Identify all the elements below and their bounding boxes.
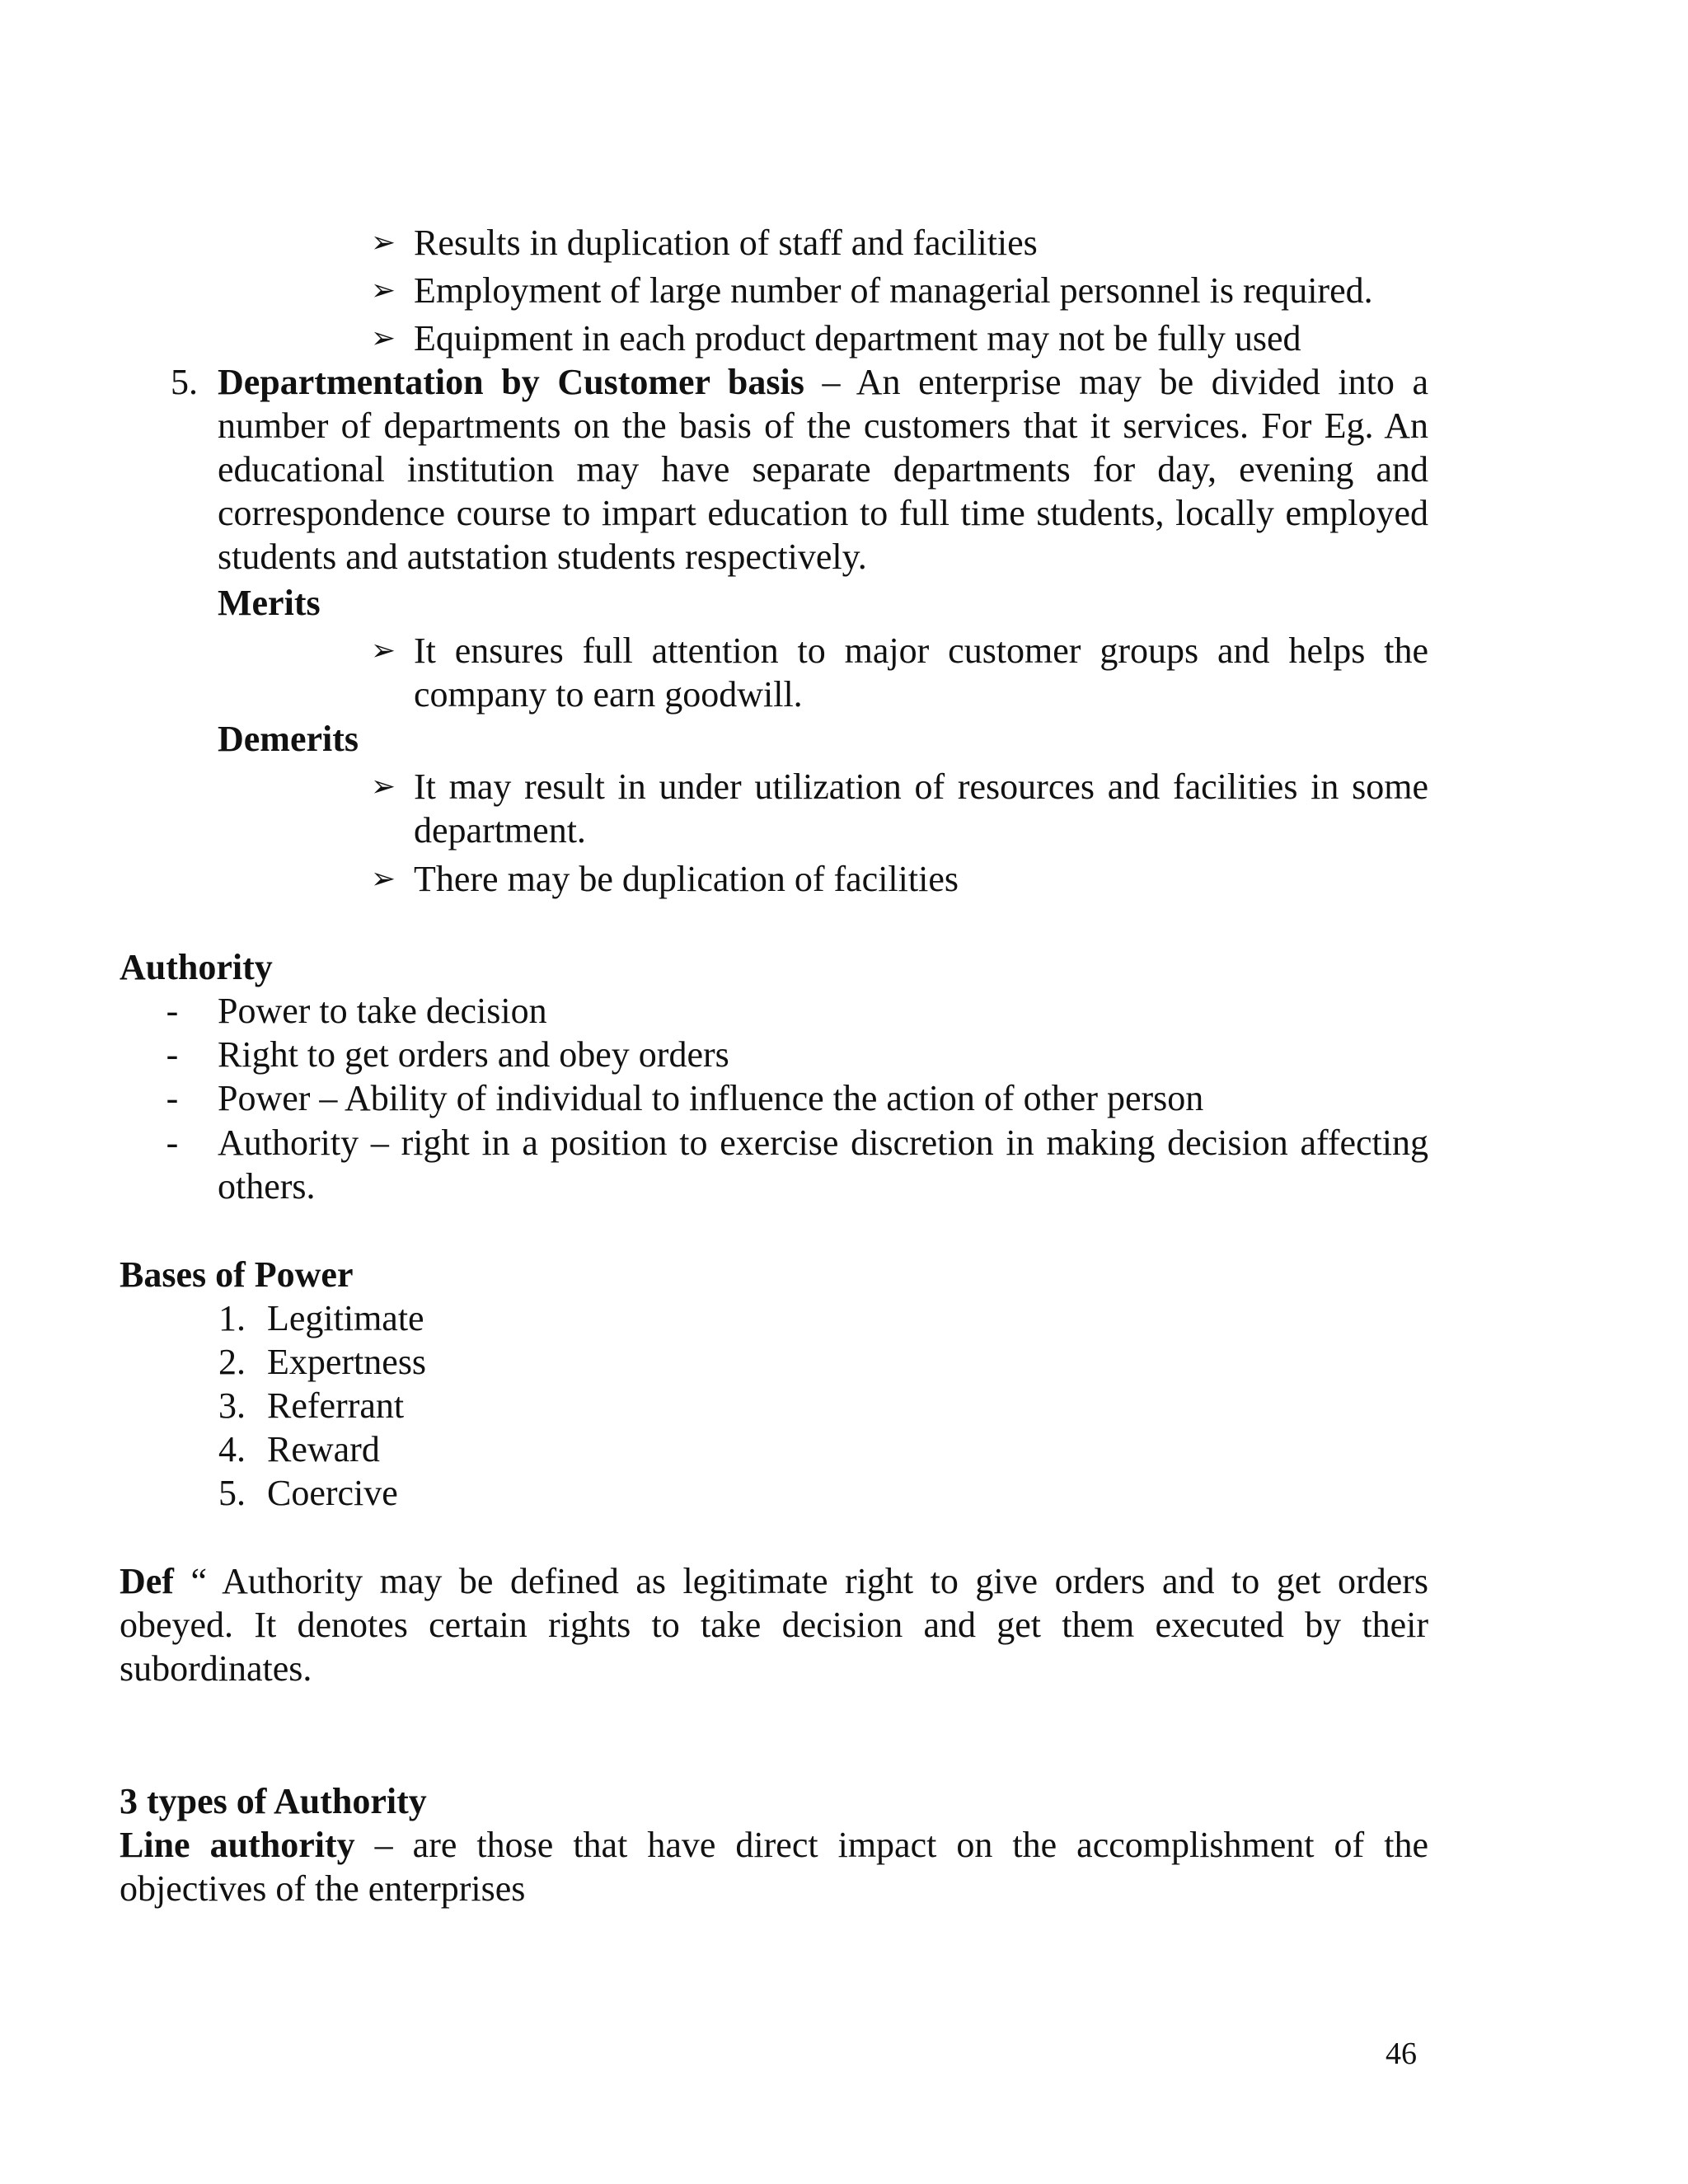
bases-of-power-heading: Bases of Power xyxy=(120,1254,354,1295)
line-authority-label: Line authority xyxy=(120,1825,355,1865)
section-number: 5. xyxy=(171,362,198,402)
types-of-authority-heading: 3 types of Authority xyxy=(120,1781,427,1821)
bullet-arrow-icon: ➢ xyxy=(370,634,396,668)
demerits-heading: Demerits xyxy=(218,719,359,759)
authority-heading: Authority xyxy=(120,947,273,987)
power-base-item: Coercive xyxy=(267,1473,398,1513)
bullet-arrow-icon: ➢ xyxy=(370,321,396,355)
demerit-item: There may be duplication of facilities xyxy=(414,859,959,899)
power-base-item: Expertness xyxy=(267,1342,427,1382)
product-demerit-item: Equipment in each product department may not be fully used xyxy=(414,318,1301,359)
bullet-arrow-icon: ➢ xyxy=(370,770,396,804)
dash-bullet: - xyxy=(166,991,179,1031)
power-base-item: Legitimate xyxy=(267,1298,424,1338)
authority-point: Right to get orders and obey orders xyxy=(218,1034,729,1075)
definition-text: “ Authority may be defined as legitimate right to give orders and to get orders obeyed. It denotes certain rights to take decision and get them executed by their subordinates. xyxy=(120,1561,1428,1689)
line-authority-text: – are those that have direct impact on the accomplishment of the objectives of the enterprises xyxy=(120,1825,1428,1909)
page-number: 46 xyxy=(1386,2036,1417,2071)
list-number: 3. xyxy=(218,1385,246,1426)
definition-paragraph xyxy=(120,1559,1428,1690)
bullet-arrow-icon: ➢ xyxy=(370,274,396,307)
list-number: 2. xyxy=(218,1342,246,1382)
dash-bullet: - xyxy=(166,1078,179,1118)
product-demerit-item: Results in duplication of staff and facilities xyxy=(414,223,1038,263)
bullet-arrow-icon: ➢ xyxy=(370,226,396,260)
dash-bullet: - xyxy=(166,1034,179,1075)
power-base-item: Reward xyxy=(267,1429,380,1469)
definition-label: Def xyxy=(120,1561,174,1601)
list-number: 4. xyxy=(218,1429,246,1469)
list-number: 1. xyxy=(218,1298,246,1338)
product-demerit-item: Employment of large number of managerial personnel is required. xyxy=(414,270,1373,311)
demerit-item: It may result in under utilization of resources and facilities in some department. xyxy=(414,766,1428,851)
bullet-arrow-icon: ➢ xyxy=(370,862,396,896)
customer-basis-text: – An enterprise may be divided into a number of departments on the basis of the customers that it services. For Eg. An educational institution may have separate departments for day, evening and correspondence course to impart education to full time students, locally employed students and autstation students respectively. xyxy=(218,362,1428,577)
merit-item: It ensures full attention to major customer groups and helps the company to earn goodwill. xyxy=(414,630,1428,715)
authority-point: Power – Ability of individual to influence the action of other person xyxy=(218,1078,1204,1118)
list-number: 5. xyxy=(218,1473,246,1513)
customer-basis-paragraph xyxy=(218,360,1428,579)
authority-point: Power to take decision xyxy=(218,991,547,1031)
line-authority-paragraph xyxy=(120,1823,1428,1910)
customer-basis-heading: Departmentation by Customer basis xyxy=(218,362,804,402)
authority-point: Authority – right in a position to exercise discretion in making decision affecting others. xyxy=(218,1122,1428,1207)
dash-bullet: - xyxy=(166,1122,179,1163)
merits-heading: Merits xyxy=(218,583,321,623)
power-base-item: Referrant xyxy=(267,1385,405,1426)
